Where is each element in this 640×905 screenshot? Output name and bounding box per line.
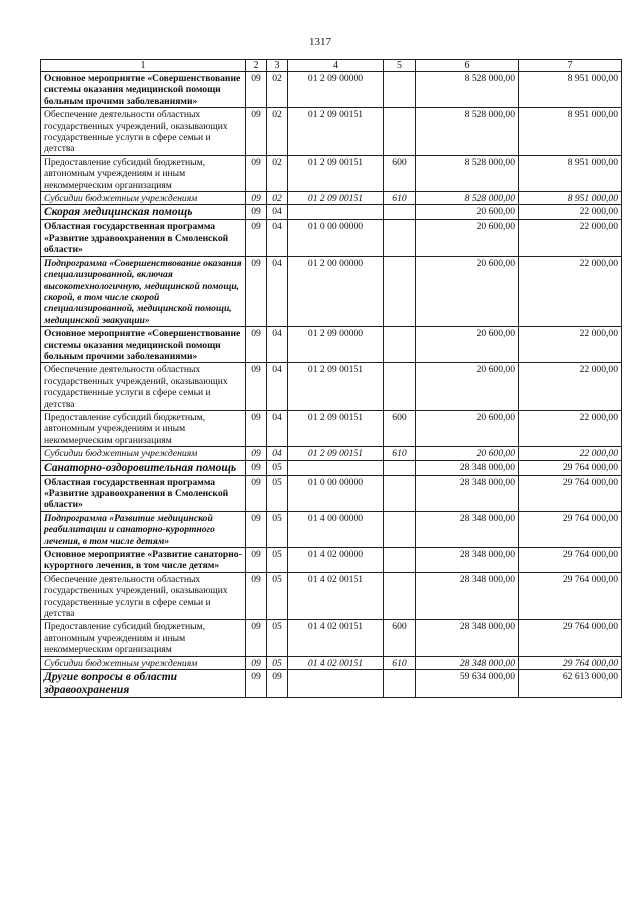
row-target-code: 01 2 09 00151 — [288, 363, 384, 411]
row-name: Субсидии бюджетным учреждениям — [41, 656, 246, 669]
row-amount-year-2: 22 000,00 — [519, 220, 622, 256]
row-section: 09 — [246, 363, 267, 411]
row-subsection: 04 — [267, 410, 288, 446]
table-row — [41, 72, 622, 108]
row-name: Основное мероприятие «Совершенствование системы оказания медицинской помощи больным прочими заболеваниями» — [41, 72, 246, 108]
row-section: 09 — [246, 572, 267, 620]
table-row — [41, 205, 622, 220]
row-subsection: 04 — [267, 256, 288, 326]
row-amount-year-2: 8 951 000,00 — [519, 155, 622, 191]
row-expense-type: 600 — [384, 410, 416, 446]
row-name: Подпрограмма «Совершенствование оказания специализированной, включая высокотехнологичную, медицинской помощи, скорой, в том числе скорой специализированной, медицинской помощи, медицинской эвакуации» — [41, 256, 246, 326]
table-row — [41, 620, 622, 656]
row-section: 09 — [246, 327, 267, 363]
row-target-code: 01 2 09 00151 — [288, 108, 384, 156]
row-target-code: 01 2 09 00151 — [288, 192, 384, 205]
row-expense-type — [384, 72, 416, 108]
row-amount-year-2: 22 000,00 — [519, 205, 622, 220]
row-expense-type: 610 — [384, 192, 416, 205]
row-expense-type: 600 — [384, 620, 416, 656]
row-subsection: 02 — [267, 192, 288, 205]
row-subsection: 04 — [267, 447, 288, 460]
table-row — [41, 572, 622, 620]
row-name: Субсидии бюджетным учреждениям — [41, 447, 246, 460]
row-subsection: 05 — [267, 620, 288, 656]
row-subsection: 09 — [267, 670, 288, 698]
row-section: 09 — [246, 460, 267, 475]
table-row — [41, 220, 622, 256]
table-row — [41, 155, 622, 191]
page-number: 1317 — [309, 36, 331, 48]
row-subsection: 04 — [267, 327, 288, 363]
table-row — [41, 447, 622, 460]
row-name: Основное мероприятие «Совершенствование системы оказания медицинской помощи больным прочими заболеваниями» — [41, 327, 246, 363]
row-target-code: 01 0 00 00000 — [288, 475, 384, 511]
row-expense-type: 610 — [384, 656, 416, 669]
row-amount-year-2: 62 613 000,00 — [519, 670, 622, 698]
row-amount-year-2: 22 000,00 — [519, 363, 622, 411]
row-target-code: 01 4 02 00000 — [288, 548, 384, 573]
row-amount-year-2: 29 764 000,00 — [519, 620, 622, 656]
table-row — [41, 511, 622, 547]
row-section: 09 — [246, 511, 267, 547]
row-expense-type — [384, 220, 416, 256]
row-amount-year-2: 29 764 000,00 — [519, 460, 622, 475]
row-amount-year-2: 22 000,00 — [519, 447, 622, 460]
row-target-code: 01 4 02 00151 — [288, 656, 384, 669]
row-section: 09 — [246, 410, 267, 446]
row-name: Другие вопросы в области здравоохранения — [41, 670, 246, 698]
row-target-code: 01 4 02 00151 — [288, 572, 384, 620]
row-section: 09 — [246, 205, 267, 220]
row-target-code — [288, 670, 384, 698]
row-section: 09 — [246, 72, 267, 108]
row-expense-type — [384, 670, 416, 698]
row-target-code: 01 2 09 00151 — [288, 155, 384, 191]
row-section: 09 — [246, 192, 267, 205]
row-name: Областная государственная программа «Развитие здравоохранения в Смоленской области» — [41, 220, 246, 256]
row-section: 09 — [246, 256, 267, 326]
row-amount-year-1: 28 348 000,00 — [416, 572, 519, 620]
row-expense-type — [384, 256, 416, 326]
row-expense-type — [384, 548, 416, 573]
row-subsection: 02 — [267, 108, 288, 156]
table-row — [41, 656, 622, 669]
row-amount-year-2: 22 000,00 — [519, 327, 622, 363]
table-row — [41, 108, 622, 156]
row-target-code: 01 2 00 00000 — [288, 256, 384, 326]
header-col-7: 7 — [519, 60, 622, 72]
row-subsection: 04 — [267, 220, 288, 256]
row-amount-year-2: 29 764 000,00 — [519, 572, 622, 620]
row-name: Областная государственная программа «Развитие здравоохранения в Смоленской области» — [41, 475, 246, 511]
row-amount-year-2: 8 951 000,00 — [519, 108, 622, 156]
row-amount-year-1: 20 600,00 — [416, 410, 519, 446]
table-row — [41, 548, 622, 573]
row-amount-year-1: 8 528 000,00 — [416, 108, 519, 156]
row-subsection: 05 — [267, 475, 288, 511]
row-amount-year-2: 8 951 000,00 — [519, 72, 622, 108]
row-amount-year-2: 22 000,00 — [519, 410, 622, 446]
row-target-code: 01 4 00 00000 — [288, 511, 384, 547]
row-subsection: 05 — [267, 572, 288, 620]
row-expense-type — [384, 363, 416, 411]
row-amount-year-1: 28 348 000,00 — [416, 460, 519, 475]
row-expense-type — [384, 205, 416, 220]
row-subsection: 05 — [267, 460, 288, 475]
row-expense-type: 600 — [384, 155, 416, 191]
row-section: 09 — [246, 447, 267, 460]
row-amount-year-1: 28 348 000,00 — [416, 511, 519, 547]
row-amount-year-1: 28 348 000,00 — [416, 475, 519, 511]
row-amount-year-1: 20 600,00 — [416, 256, 519, 326]
row-amount-year-2: 8 951 000,00 — [519, 192, 622, 205]
table-header-row — [41, 60, 622, 72]
header-col-4: 4 — [288, 60, 384, 72]
header-col-1: 1 — [41, 60, 246, 72]
row-target-code: 01 2 09 00151 — [288, 447, 384, 460]
row-name: Субсидии бюджетным учреждениям — [41, 192, 246, 205]
table-row — [41, 192, 622, 205]
budget-table — [40, 59, 622, 698]
row-name: Основное мероприятие «Развитие санаторно-курортного лечения, в том числе детям» — [41, 548, 246, 573]
row-amount-year-1: 8 528 000,00 — [416, 72, 519, 108]
row-target-code: 01 0 00 00000 — [288, 220, 384, 256]
row-expense-type — [384, 475, 416, 511]
header-col-2: 2 — [246, 60, 267, 72]
row-amount-year-1: 20 600,00 — [416, 447, 519, 460]
row-target-code — [288, 460, 384, 475]
header-col-6: 6 — [416, 60, 519, 72]
row-name: Предоставление субсидий бюджетным, автономным учреждениям и иным некоммерческим организациям — [41, 620, 246, 656]
row-amount-year-1: 8 528 000,00 — [416, 155, 519, 191]
row-section: 09 — [246, 620, 267, 656]
row-name: Скорая медицинская помощь — [41, 205, 246, 220]
row-target-code: 01 2 09 00000 — [288, 327, 384, 363]
row-amount-year-1: 20 600,00 — [416, 327, 519, 363]
row-name: Обеспечение деятельности областных государственных учреждений, оказывающих государственные услуги в сфере семьи и детства — [41, 572, 246, 620]
row-subsection: 05 — [267, 548, 288, 573]
row-amount-year-1: 28 348 000,00 — [416, 656, 519, 669]
row-amount-year-1: 8 528 000,00 — [416, 192, 519, 205]
header-col-5: 5 — [384, 60, 416, 72]
row-target-code — [288, 205, 384, 220]
row-target-code: 01 4 02 00151 — [288, 620, 384, 656]
row-subsection: 05 — [267, 511, 288, 547]
table-row — [41, 327, 622, 363]
row-section: 09 — [246, 475, 267, 511]
row-subsection: 02 — [267, 72, 288, 108]
row-section: 09 — [246, 548, 267, 573]
row-target-code: 01 2 09 00000 — [288, 72, 384, 108]
row-amount-year-2: 29 764 000,00 — [519, 548, 622, 573]
row-amount-year-1: 20 600,00 — [416, 363, 519, 411]
row-amount-year-1: 28 348 000,00 — [416, 548, 519, 573]
row-amount-year-2: 29 764 000,00 — [519, 475, 622, 511]
row-amount-year-1: 28 348 000,00 — [416, 620, 519, 656]
row-amount-year-1: 20 600,00 — [416, 205, 519, 220]
row-name: Предоставление субсидий бюджетным, автономным учреждениям и иным некоммерческим организациям — [41, 155, 246, 191]
row-expense-type — [384, 572, 416, 620]
table-row — [41, 363, 622, 411]
row-expense-type — [384, 511, 416, 547]
row-amount-year-1: 20 600,00 — [416, 220, 519, 256]
row-target-code: 01 2 09 00151 — [288, 410, 384, 446]
row-expense-type — [384, 108, 416, 156]
row-subsection: 02 — [267, 155, 288, 191]
row-name: Подпрограмма «Развитие медицинской реабилитации и санаторно-курортного лечения, в том числе детям» — [41, 511, 246, 547]
row-subsection: 05 — [267, 656, 288, 669]
row-section: 09 — [246, 670, 267, 698]
row-section: 09 — [246, 656, 267, 669]
row-name: Обеспечение деятельности областных государственных учреждений, оказывающих государственные услуги в сфере семьи и детства — [41, 108, 246, 156]
row-subsection: 04 — [267, 363, 288, 411]
row-amount-year-2: 22 000,00 — [519, 256, 622, 326]
row-expense-type — [384, 460, 416, 475]
row-subsection: 04 — [267, 205, 288, 220]
header-col-3: 3 — [267, 60, 288, 72]
table-row — [41, 475, 622, 511]
row-expense-type — [384, 327, 416, 363]
table-row — [41, 670, 622, 698]
table-row — [41, 256, 622, 326]
row-amount-year-1: 59 634 000,00 — [416, 670, 519, 698]
row-section: 09 — [246, 220, 267, 256]
row-expense-type: 610 — [384, 447, 416, 460]
row-section: 09 — [246, 108, 267, 156]
row-name: Предоставление субсидий бюджетным, автономным учреждениям и иным некоммерческим организациям — [41, 410, 246, 446]
row-name: Санаторно-оздоровительная помощь — [41, 460, 246, 475]
row-section: 09 — [246, 155, 267, 191]
row-amount-year-2: 29 764 000,00 — [519, 511, 622, 547]
row-name: Обеспечение деятельности областных государственных учреждений, оказывающих государственные услуги в сфере семьи и детства — [41, 363, 246, 411]
row-amount-year-2: 29 764 000,00 — [519, 656, 622, 669]
table-row — [41, 460, 622, 475]
table-row — [41, 410, 622, 446]
